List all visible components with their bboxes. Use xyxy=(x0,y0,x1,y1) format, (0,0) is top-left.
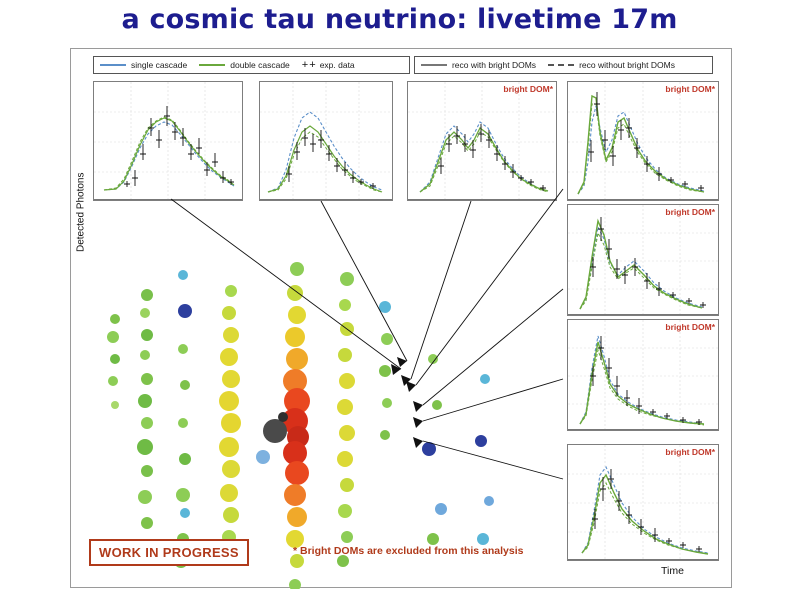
legend-item-exp-data xyxy=(302,59,355,71)
waveform-plot xyxy=(568,82,718,200)
bright-dom-label: bright DOM* xyxy=(665,84,715,94)
line-swatch-icon xyxy=(199,64,225,66)
line-swatch-icon xyxy=(421,64,447,66)
page-title: a cosmic tau neutrino: livetime 17m xyxy=(121,4,678,35)
waveform-panel-2 xyxy=(259,81,393,201)
footnote: * Bright DOMs are excluded from this analysis xyxy=(293,545,524,557)
bright-dom-label: bright DOM* xyxy=(665,447,715,457)
legend-item-single-cascade xyxy=(100,60,187,70)
legend-item-double-cascade xyxy=(199,60,290,70)
legend-label: single cascade xyxy=(131,60,188,70)
event-display xyxy=(85,209,595,589)
cross-marker-icon: + + xyxy=(301,59,315,71)
waveform-panel-1 xyxy=(93,81,243,201)
waveform-plot xyxy=(260,82,392,200)
legend-label: double cascade xyxy=(230,60,290,70)
bright-dom-label: bright DOM* xyxy=(665,207,715,217)
legend xyxy=(93,55,713,75)
bright-dom-label: bright DOM* xyxy=(503,84,553,94)
waveform-panel-4 xyxy=(567,81,719,201)
status-badge: WORK IN PROGRESS xyxy=(89,539,249,566)
x-axis-label: Time xyxy=(661,565,684,577)
legend-label: reco with bright DOMs xyxy=(451,60,537,70)
waveform-panel-3 xyxy=(407,81,557,201)
y-axis-label: Detected Photons xyxy=(75,172,87,252)
waveform-plot xyxy=(408,82,556,200)
legend-group-cascades xyxy=(93,56,410,74)
dashed-line-swatch-icon xyxy=(548,64,574,66)
legend-label: reco without bright DOMs xyxy=(579,60,675,70)
legend-label: exp. data xyxy=(319,60,355,70)
line-swatch-icon xyxy=(100,64,126,66)
figure-panel xyxy=(70,48,732,588)
waveform-plot xyxy=(94,82,242,200)
legend-item-reco-with-bright xyxy=(421,60,536,70)
bright-dom-label: bright DOM* xyxy=(665,322,715,332)
legend-item-reco-without-bright xyxy=(548,60,675,70)
legend-group-reco xyxy=(414,56,713,74)
